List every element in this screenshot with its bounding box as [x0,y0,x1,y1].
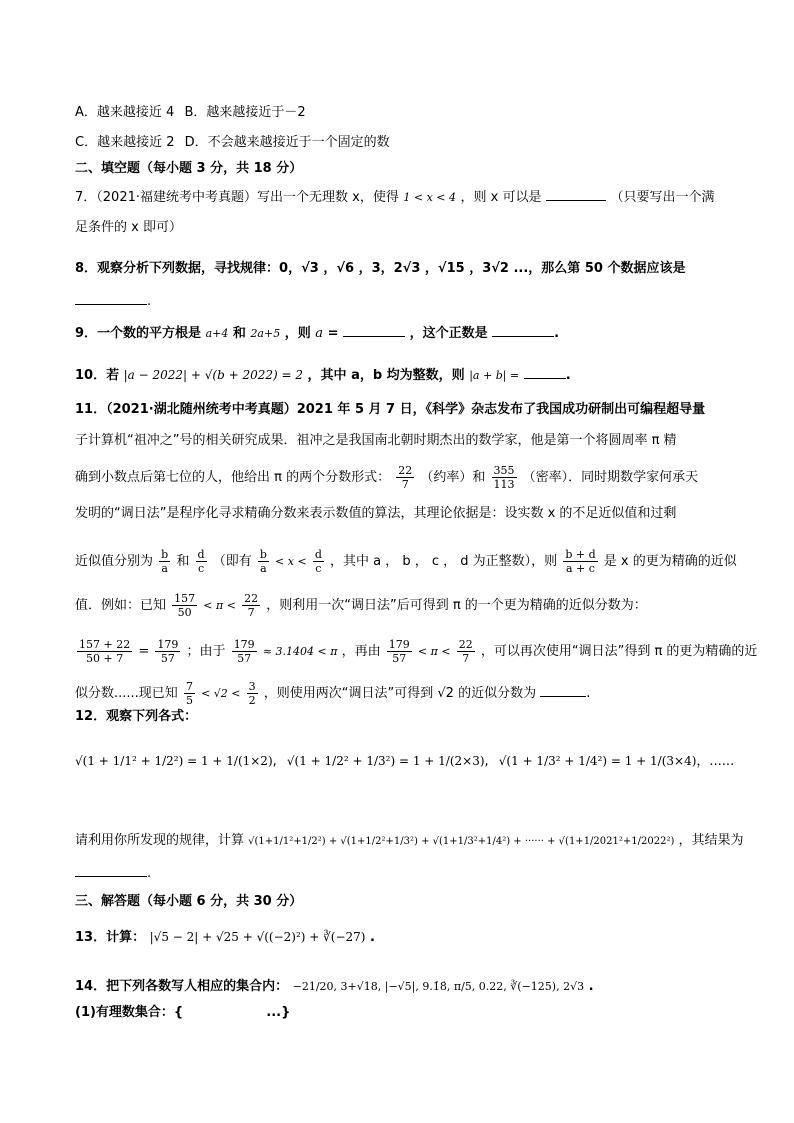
q11-line-8 [75,680,590,707]
q12-formula-1: √(1 + 1/1² + 1/2²) = 1 + 1/(1×2) [75,754,273,768]
q9-expr-2: 2a+5 [250,327,281,340]
q9-var-a: a [315,326,324,341]
q14-sub1-end: ...} [266,1005,291,1020]
q11-l3c: （密率）．同时期数学家何承天 [522,470,699,485]
fraction-179-57-c: $\frac{179}{57}$ [388,638,410,665]
q12-dots: ，...... [696,754,735,769]
q11-l7c: ≈ 3.1404 < π [262,645,338,658]
q11-l5b: 和 [176,554,190,569]
q10-answer-blank[interactable] [524,366,566,379]
q9-text3: ，这个正数是 [409,326,488,341]
fraction-b-a: $\frac{b}{a}$ [161,548,169,575]
q11-l5a: 近似值分别为 [75,554,154,569]
q9-end: . [554,326,560,341]
option-c: C．越来越接近 2 [75,135,175,150]
q11-l7a: = [138,644,150,659]
q11-answer-blank[interactable] [540,684,586,697]
q7-prefix: 7．（2021·福建统考中考真题）写出一个无理数 x，使得 [75,190,399,205]
q13-end: . [370,930,375,945]
choice-options-row-2 [75,134,390,152]
q9-eq: = [327,326,339,341]
fraction-22-7-b: $\frac{22}{7}$ [244,592,259,619]
q11-l5e: ，其中 a ， b ， c ， d 为正整数），则 [330,554,558,569]
q11-l5c: （即有 [212,554,252,569]
fraction-b-a-2: $\frac{b}{a}$ [259,548,267,575]
q8-answer-row [75,292,151,311]
q7-mid: ，则 x 可以是 [460,190,542,205]
q11-l8a: 似分数......现已知 [75,686,178,701]
q12-end: . [147,866,152,881]
q8-end: . [147,294,152,309]
fraction-22-7: $\frac{22}{7}$ [398,464,413,491]
q13-expression: |√5 − 2| + √25 + √((−2)²) + ∛(−27) [149,930,366,944]
q11-l8b: < √2 < [201,687,241,700]
question-14 [75,978,594,996]
q9-expr-1: a+4 [205,327,229,340]
q10-abs-expression: |a + b| = [469,369,520,382]
q12-answer-row [75,864,151,883]
q10-expression: |a − 2022| + √(b + 2022) = 2 [123,368,304,382]
fraction-355-113: $\frac{355}{113}$ [493,464,515,491]
q9-answer-blank-a[interactable] [343,324,405,337]
q13-prefix: 13．计算： [75,930,146,945]
option-b: B．越来越接近于－2 [184,105,306,120]
q14-prefix: 14．把下列各数写人相应的集合内： [75,979,289,994]
q11-line-3 [75,464,698,491]
fraction-d-c: $\frac{d}{c}$ [197,548,205,575]
q11-line-2: 子计算机“祖冲之”号的相关研究成果．祖冲之是我国南北朝时期杰出的数学家，他是第一个将圆周率 π 精 [75,433,677,448]
q11-line-6 [75,592,647,619]
question-13 [75,928,375,947]
question-7 [75,188,715,207]
q11-line-7 [75,638,757,665]
q10-mid: ，其中 a，b 均为整数，则 [307,368,465,383]
q11-end: . [586,686,591,701]
q11-l5f: 是 x 的更为精确的近似 [603,554,737,569]
question-12-title: 12．观察下列各式： [75,709,198,724]
q12-formula-2: √(1 + 1/2² + 1/3²) = 1 + 1/(2×3) [286,754,485,768]
q11-line-1: 11．（2021·湖北随州统考中考真题）2021 年 5 月 7 日，《科学》杂志发布了我国成功研制出可编程超导量 [75,402,706,417]
q11-line-5 [75,548,737,575]
q11-l3a: 确到小数点后第七位的人，他给出 π 的两个分数形式： [75,470,391,485]
option-d: D．不会越来越接近于一个固定的数 [184,135,390,150]
fraction-157plus22: $\frac{157 + 22}{50 + 7}$ [79,638,131,665]
q14-rational-set [75,1004,290,1022]
question-8: 8．观察分析下列数据，寻找规律：0，√3 ，√6 ，3，2√3 ，√15 ，3√2 ...，那么第 50 个数据应该是 [75,261,686,276]
q14-number-list: −21/20, 3+√18, |−√5|, 9.1̇8̇, π/5, 0.22, ∛(−125), 2√3 [292,980,585,993]
q11-l7f: ，可以再次使用“调日法”得到 π 的更为精确的近 [480,644,758,659]
q7-line-2: 足条件的 x 即可） [75,220,182,235]
choice-options-row-1 [75,104,306,122]
q11-l6b: < π < [203,599,236,612]
q11-l8c: ，则使用两次“调日法”可得到 √2 的近似分数为 [263,686,537,701]
q12-calc-expression: √(1+1/1²+1/2²) + √(1+1/2²+1/3²) + √(1+1/3²+1/4²) + ······ + √(1+1/2021²+1/2022²) [248,836,675,847]
q7-suffix: （只要写出一个满 [610,190,715,205]
section-title-fill-blank: 二、填空题（每小题 3 分，共 18 分） [75,161,303,176]
fraction-7-5: $\frac{7}{5}$ [185,680,193,707]
q12-pattern-row: √(1 + 1/1² + 1/2²) = 1 + 1/(1×2), √(1 + 1/2² + 1/3²) = 1 + 1/(2×3), √(1 + 1/3² + 1/4²) = 1 + 1/(3×4)，...... [75,754,735,769]
fraction-179-57-b: $\frac{179}{57}$ [233,638,255,665]
q11-line-4: 发明的“调日法”是程序化寻求精确分数来表示数值的算法，其理论依据是：设实数 x 的不足近似值和过剩 [75,506,677,521]
fraction-bd-ac: $\frac{b + d}{a + c}$ [565,548,596,575]
question-10 [75,366,571,385]
question-9 [75,324,559,343]
q14-sub1-label: (1)有理数集合：{ [75,1005,184,1020]
fraction-179-57: $\frac{179}{57}$ [157,638,179,665]
q11-l7b: ；由于 [186,644,226,659]
q12-answer-blank[interactable] [75,864,147,877]
q10-end: . [565,368,571,383]
q11-l7e: < π < [417,645,451,658]
section-title-solve: 三、解答题（每小题 6 分，共 30 分） [75,894,303,909]
q11-l6c: ，则利用一次“调日法”后可得到 π 的一个更为精确的近似分数为： [266,598,647,613]
q14-end: . [588,979,594,994]
q12-calc-suffix: ，其结果为 [678,833,744,848]
q12-calc-prefix: 请利用你所发现的规律，计算 [75,833,245,848]
q7-inequality: 1 < x < 4 [403,191,456,204]
q9-and: 和 [232,326,246,341]
q12-formula-3: √(1 + 1/3² + 1/4²) = 1 + 1/(3×4) [498,754,697,768]
fraction-22-7-c: $\frac{22}{7}$ [458,638,473,665]
q9-text2: ，则 [284,326,311,341]
q9-answer-blank-positive[interactable] [492,324,554,337]
q7-answer-blank[interactable] [546,188,606,201]
q9-text1: 9．一个数的平方根是 [75,326,202,341]
q8-answer-blank[interactable] [75,292,147,305]
option-a: A．越来越接近 4 [75,105,175,120]
fraction-3-2: $\frac{3}{2}$ [248,680,256,707]
q12-calc-row [75,832,744,851]
q11-l5d: < x < [275,555,307,568]
fraction-157-50: $\frac{157}{50}$ [174,592,196,619]
q11-l7d: ，再由 [341,644,381,659]
q11-l6a: 值．例如：已知 [75,598,167,613]
fraction-d-c-2: $\frac{d}{c}$ [314,548,322,575]
q10-prefix: 10．若 [75,368,120,383]
q11-l3b: （约率）和 [420,470,486,485]
